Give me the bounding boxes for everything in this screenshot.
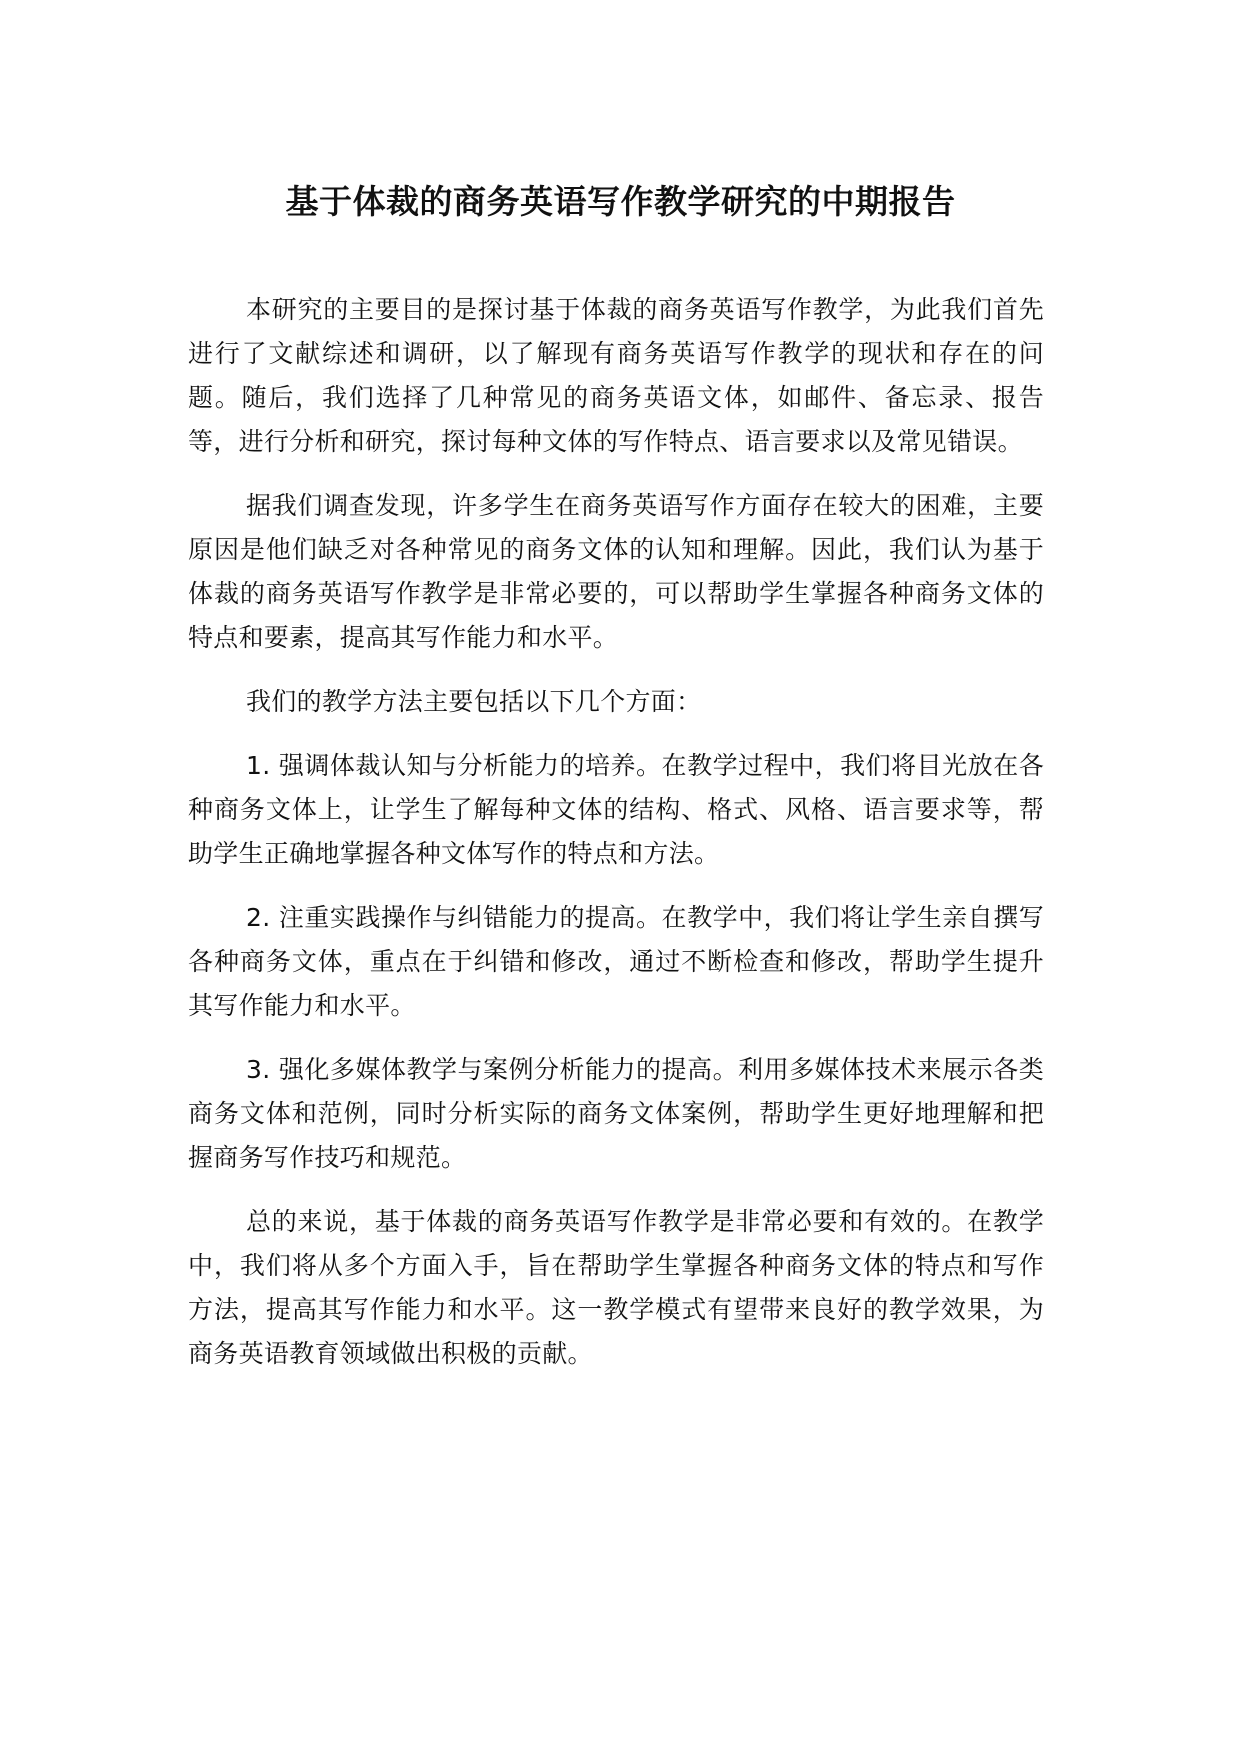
- paragraph-findings: 据我们调查发现，许多学生在商务英语写作方面存在较大的困难，主要原因是他们缺乏对各种常见的商务文体的认知和理解。因此，我们认为基于体裁的商务英语写作教学是非常必要的，可以帮助学生掌握各种商务文体的特点和要素，提高其写作能力和水平。: [188, 491, 1044, 652]
- paragraph-conclusion: 总的来说，基于体裁的商务英语写作教学是非常必要和有效的。在教学中，我们将从多个方面入手，旨在帮助学生掌握各种商务文体的特点和写作方法，提高其写作能力和水平。这一教学模式有望带来良好的教学效果，为商务英语教育领域做出积极的贡献。: [188, 1207, 1044, 1368]
- document-title: 基于体裁的商务英语写作教学研究的中期报告: [285, 182, 956, 221]
- document-body: [188, 288, 1044, 1396]
- paragraph-intro: 本研究的主要目的是探讨基于体裁的商务英语写作教学，为此我们首先进行了文献综述和调研，以了解现有商务英语写作教学的现状和存在的问题。随后，我们选择了几种常见的商务英语文体，如邮件、备忘录、报告等，进行分析和研究，探讨每种文体的写作特点、语言要求以及常见错误。: [188, 295, 1044, 456]
- paragraph-method-1: 1. 强调体裁认知与分析能力的培养。在教学过程中，我们将目光放在各种商务文体上，让学生了解每种文体的结构、格式、风格、语言要求等，帮助学生正确地掌握各种文体写作的特点和方法。: [188, 751, 1044, 868]
- paragraph-method-2: 2. 注重实践操作与纠错能力的提高。在教学中，我们将让学生亲自撰写各种商务文体，重点在于纠错和修改，通过不断检查和修改，帮助学生提升其写作能力和水平。: [188, 903, 1044, 1020]
- paragraph-method-3: 3. 强化多媒体教学与案例分析能力的提高。利用多媒体技术来展示各类商务文体和范例，同时分析实际的商务文体案例，帮助学生更好地理解和把握商务写作技巧和规范。: [188, 1055, 1044, 1172]
- paragraph-methods-heading: 我们的教学方法主要包括以下几个方面：: [246, 687, 702, 716]
